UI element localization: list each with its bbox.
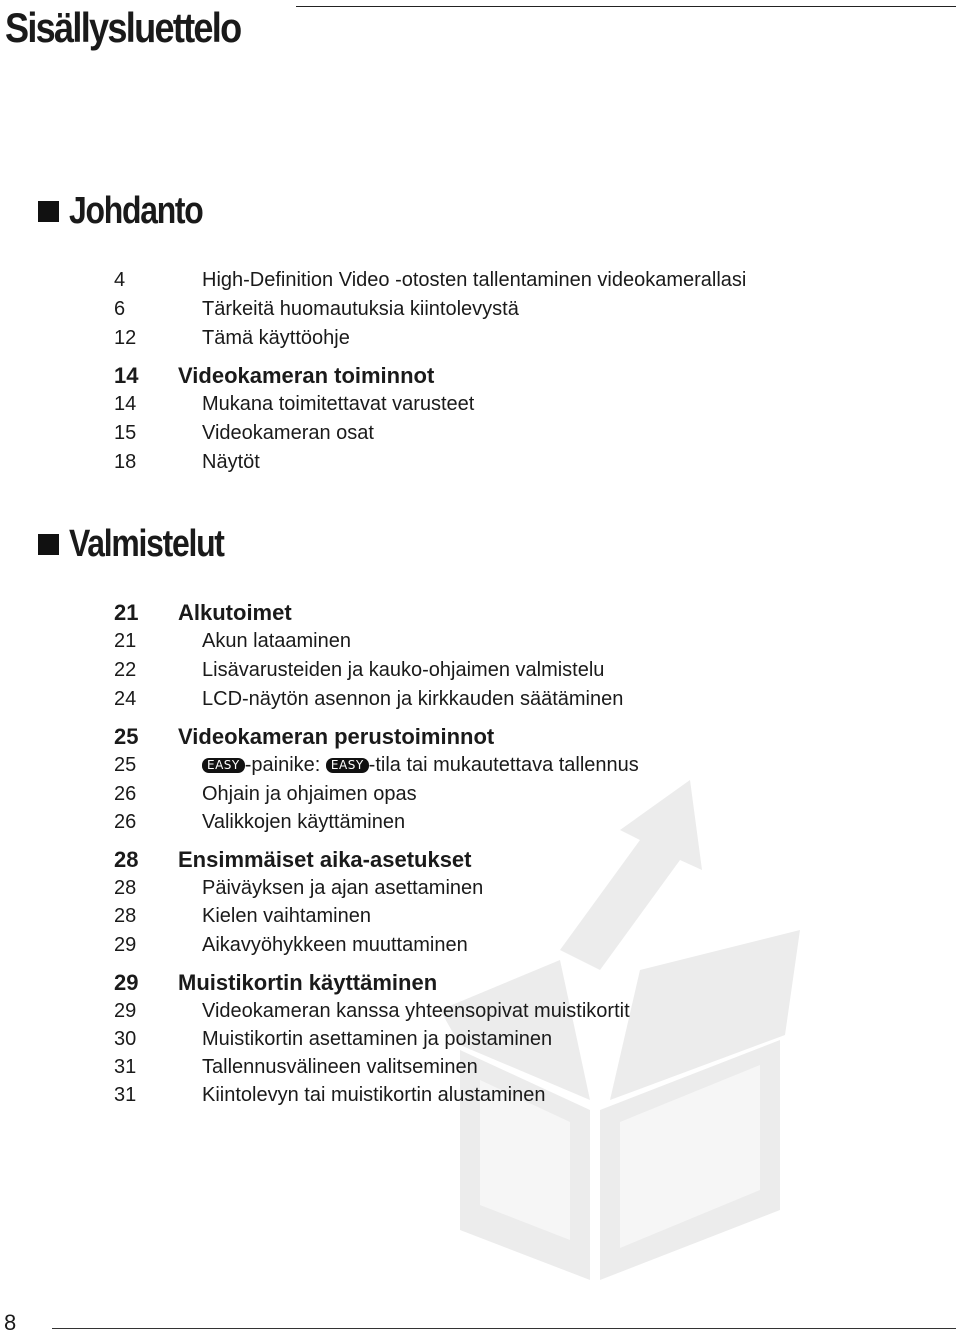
toc-entry[interactable]: [0, 658, 960, 682]
toc-entry[interactable]: [0, 810, 960, 834]
toc-entry[interactable]: [0, 421, 960, 445]
toc-entry-title: High-Definition Video -otosten tallentaminen videokamerallasi: [202, 269, 747, 291]
toc-entry[interactable]: [0, 392, 960, 416]
toc-entry-title: Mukana toimitettavat varusteet: [202, 393, 475, 415]
toc-page-number: 28: [114, 847, 139, 872]
toc-page-number: 12: [114, 327, 137, 349]
toc-entry-title: Videokameran perustoiminnot: [178, 724, 495, 749]
toc-page-number: 28: [114, 905, 137, 927]
toc-entry-title: Valikkojen käyttäminen: [202, 811, 406, 833]
section-title: Valmistelut: [69, 523, 224, 565]
section-heading-valmistelut: [38, 523, 253, 566]
section-heading-johdanto: [38, 190, 228, 233]
toc-entry[interactable]: [0, 1055, 960, 1079]
toc-entry[interactable]: [0, 753, 960, 777]
toc-entry-title: Videokameran osat: [202, 422, 374, 444]
toc-page-number: 21: [114, 600, 139, 625]
toc-page-number: 29: [114, 1000, 137, 1022]
toc-entry-title: Alkutoimet: [178, 600, 292, 625]
toc-page-number: 24: [114, 688, 137, 710]
toc-entry-title: Aikavyöhykkeen muuttaminen: [202, 934, 468, 956]
toc-entry-title: Kiintolevyn tai muistikortin alustaminen: [202, 1084, 546, 1106]
toc-subsection-heading[interactable]: [0, 725, 960, 749]
toc-entry-title: Tärkeitä huomautuksia kiintolevystä: [202, 298, 519, 320]
page-title: Sisällysluettelo: [5, 4, 241, 51]
toc-page-number: 18: [114, 451, 137, 473]
toc-entry-title: Muistikortin asettaminen ja poistaminen: [202, 1028, 553, 1050]
toc-entry[interactable]: [0, 450, 960, 474]
toc-entry[interactable]: [0, 297, 960, 321]
toc-entry-title: Akun lataaminen: [202, 630, 351, 652]
toc-entry-title: Tämä käyttöohje: [202, 327, 350, 349]
toc-entry-title: Videokameran kanssa yhteensopivat muistikortit: [202, 1000, 630, 1022]
toc-entry[interactable]: [0, 933, 960, 957]
toc-entry-title-part: -tila tai mukautettava tallennus: [368, 754, 639, 776]
toc-page-number: 14: [114, 393, 137, 415]
section-title: Johdanto: [69, 190, 203, 232]
bottom-rule: [52, 1328, 956, 1329]
toc-page-number: 6: [114, 298, 126, 320]
toc-entry[interactable]: [0, 876, 960, 900]
toc-page-number: 22: [114, 659, 137, 681]
toc-page-number: 26: [114, 811, 137, 833]
toc-entry-title: Näytöt: [202, 451, 260, 473]
toc-entry[interactable]: [0, 687, 960, 711]
toc-entry[interactable]: [0, 268, 960, 292]
toc-entry[interactable]: [0, 782, 960, 806]
toc-entry-title: Päiväyksen ja ajan asettaminen: [202, 877, 484, 899]
toc-page-number: 25: [114, 754, 137, 776]
toc-page-number: 4: [114, 269, 126, 291]
toc-page-number: 29: [114, 934, 137, 956]
toc-entry[interactable]: [0, 1027, 960, 1051]
toc-page-number: 14: [114, 363, 139, 388]
toc-entry-title: Tallennusvälineen valitseminen: [202, 1056, 478, 1078]
toc-entry-title: Videokameran toiminnot: [178, 363, 435, 388]
page-number: 8: [4, 1310, 17, 1335]
toc-page-number: 25: [114, 724, 139, 749]
top-rule: [296, 6, 956, 7]
toc-page-number: 26: [114, 783, 137, 805]
toc-subsection-heading[interactable]: [0, 601, 960, 625]
toc-page-number: 15: [114, 422, 137, 444]
toc-entry-title-part: -painike:: [244, 754, 326, 776]
toc-entry[interactable]: [0, 999, 960, 1023]
toc-subsection-heading[interactable]: [0, 364, 960, 388]
toc-page-number: 31: [114, 1056, 137, 1078]
toc-entry[interactable]: [0, 1083, 960, 1107]
easy-mode-badge-icon: EASY: [202, 758, 245, 773]
toc-entry-title: Ensimmäiset aika-asetukset: [178, 847, 472, 872]
toc-subsection-heading[interactable]: [0, 848, 960, 872]
toc-entry[interactable]: [0, 904, 960, 928]
easy-mode-badge-icon: EASY: [326, 758, 369, 773]
toc-page-number: 29: [114, 970, 139, 995]
black-square-bullet-icon: [38, 201, 59, 222]
toc-page-number: 31: [114, 1084, 137, 1106]
toc-entry-title: Lisävarusteiden ja kauko-ohjaimen valmistelu: [202, 659, 605, 681]
black-square-bullet-icon: [38, 534, 59, 555]
toc-page-number: 28: [114, 877, 137, 899]
toc-page-number: 30: [114, 1028, 137, 1050]
toc-entry-title: LCD-näytön asennon ja kirkkauden säätäminen: [202, 688, 624, 710]
toc-entry-title: [202, 753, 639, 777]
toc-page-number: 21: [114, 630, 137, 652]
toc-entry-title: Muistikortin käyttäminen: [178, 970, 438, 995]
toc-subsection-heading[interactable]: [0, 971, 960, 995]
toc-entry-title: Kielen vaihtaminen: [202, 905, 371, 927]
toc-entry[interactable]: [0, 326, 960, 350]
toc-entry-title: Ohjain ja ohjaimen opas: [202, 783, 417, 805]
toc-entry[interactable]: [0, 629, 960, 653]
